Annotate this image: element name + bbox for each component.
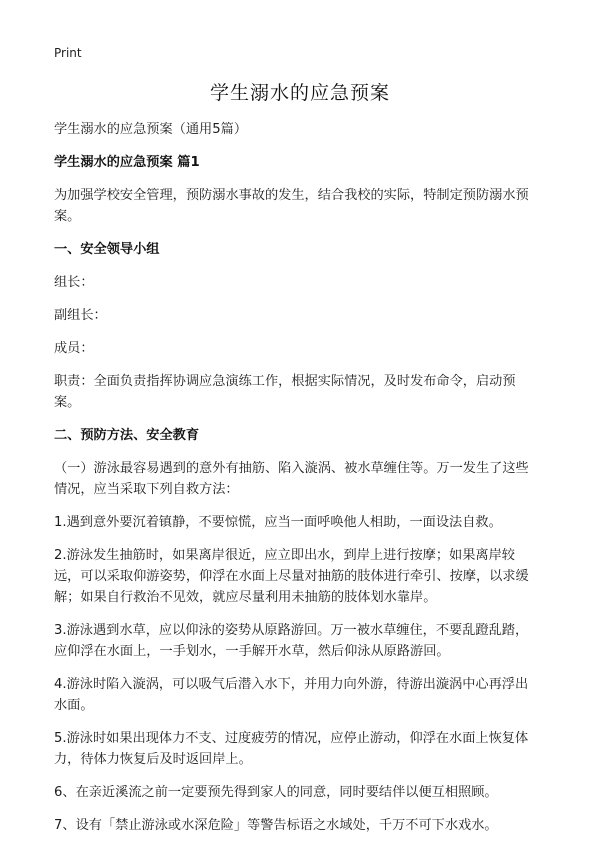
document-subtitle: 学生溺水的应急预案（通用5篇） xyxy=(54,122,248,137)
list-item: 3.游泳遇到水草，应以仰泳的姿势从原路游回。万一被水草缠住，不要乱蹬乱踏，应仰浮在水面上，一手划水，一手解开水草，然后仰泳从原路游回。 xyxy=(54,623,529,659)
print-label[interactable]: Print xyxy=(54,46,82,60)
list-item: 2.游泳发生抽筋时，如果离岸很近，应立即出水，到岸上进行按摩；如果离岸较远，可以采取仰游姿势，仰浮在水面上尽量对抽筋的肢体进行牵引、按摩，以求缓解；如果自行救治不见效，就应尽量利用未抽筋的肢体划水靠岸。 xyxy=(54,548,529,605)
heading-safety-group: 一、安全领导小组 xyxy=(54,242,160,257)
leader-line: 组长： xyxy=(54,275,94,290)
section-title: 学生溺水的应急预案 篇1 xyxy=(54,155,200,170)
list-item: 5.游泳时如果出现体力不支、过度疲劳的情况，应停止游动，仰浮在水面上恢复体力，待体力恢复后及时返回岸上。 xyxy=(54,731,529,767)
members-line: 成员： xyxy=(54,341,94,356)
document-body xyxy=(54,119,538,848)
heading-prevention: 二、预防方法、安全教育 xyxy=(54,428,200,443)
list-item: 6、在亲近溪流之前一定要预先得到家人的同意，同时要结伴以便互相照顾。 xyxy=(54,785,498,800)
list-item: 4.游泳时陷入漩涡，可以吸气后潜入水下，并用力向外游，待游出漩涡中心再浮出水面。 xyxy=(54,677,529,713)
list-item: 7、设有「禁止游泳或水深危险」等警告标语之水域处，千万不可下水戏水。 xyxy=(54,818,498,833)
duties-paragraph: 职责：全面负责指挥协调应急演练工作，根据实际情况，及时发布命令，启动预案。 xyxy=(54,374,516,410)
intro-paragraph: 为加强学校安全管理，预防溺水事故的发生，结合我校的实际，特制定预防溺水预案。 xyxy=(54,188,529,224)
point-intro-paragraph: （一）游泳最容易遇到的意外有抽筋、陷入漩涡、被水草缠住等。万一发生了这些情况，应当采取下列自救方法： xyxy=(54,461,529,497)
page-title: 学生溺水的应急预案 xyxy=(209,82,390,104)
list-item: 1.遇到意外要沉着镇静，不要惊慌，应当一面呼唤他人相助，一面设法自救。 xyxy=(54,515,502,530)
vice-leader-line: 副组长： xyxy=(54,308,107,323)
